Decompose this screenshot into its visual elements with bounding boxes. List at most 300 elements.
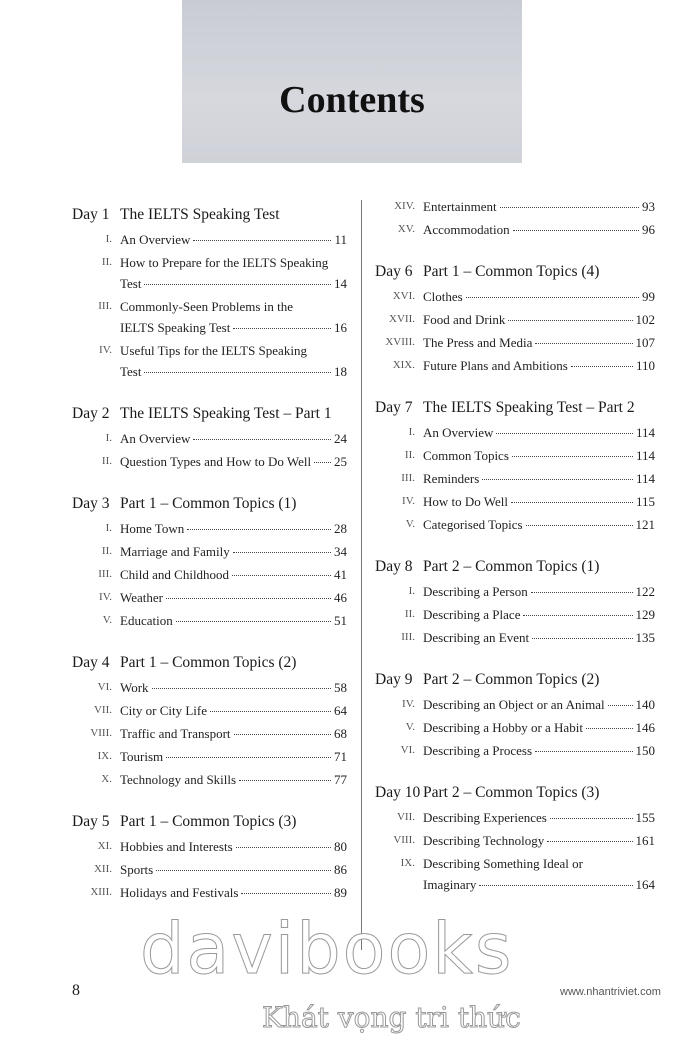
roman-numeral: III. xyxy=(98,568,112,580)
entry-title: Describing an Event xyxy=(423,630,530,645)
page-ref: 34 xyxy=(334,544,347,559)
dot-leader xyxy=(535,751,632,752)
entry-title: Food and Drink xyxy=(423,312,506,327)
toc-entry[interactable] xyxy=(375,740,655,761)
entry-line xyxy=(423,286,655,307)
entry-body xyxy=(120,340,347,382)
dot-leader xyxy=(479,885,632,886)
roman-numeral: III. xyxy=(98,300,112,312)
entry-line xyxy=(120,610,347,631)
toc-entry[interactable] xyxy=(375,445,655,466)
entry-body xyxy=(120,836,347,857)
roman-numeral: I. xyxy=(408,585,415,597)
day-title: Part 1 – Common Topics (1) xyxy=(120,495,297,512)
page-number: 8 xyxy=(72,982,80,999)
dot-leader xyxy=(466,297,639,298)
toc-entry[interactable] xyxy=(72,610,347,631)
entry-line xyxy=(423,219,655,240)
entry-line xyxy=(120,428,347,449)
day-title: Part 1 – Common Topics (3) xyxy=(120,813,297,830)
entry-title: Holidays and Festivals xyxy=(120,885,239,900)
page-ref: 146 xyxy=(635,720,655,735)
entry-line xyxy=(120,859,347,880)
day-heading[interactable] xyxy=(375,668,655,692)
page-title: Contents xyxy=(279,79,425,121)
toc-entry[interactable] xyxy=(72,882,347,903)
entry-body xyxy=(120,252,347,294)
toc-entry[interactable] xyxy=(72,340,347,382)
toc-entry[interactable] xyxy=(72,541,347,562)
toc-entry[interactable] xyxy=(375,219,655,240)
entry-title: An Overview xyxy=(120,232,191,247)
entry-line xyxy=(423,422,655,443)
entry-title: City or City Life xyxy=(120,703,208,718)
dot-leader xyxy=(176,621,331,622)
entry-line xyxy=(120,296,347,317)
dot-leader xyxy=(513,230,639,231)
page-ref: 89 xyxy=(334,885,347,900)
day-heading[interactable] xyxy=(72,651,347,675)
entry-title: Describing Technology xyxy=(423,833,545,848)
toc-entry[interactable] xyxy=(375,286,655,307)
entry-title: Home Town xyxy=(120,521,185,536)
page-ref: 110 xyxy=(635,358,655,373)
watermark-brand: davibooks xyxy=(140,908,514,990)
page-ref: 96 xyxy=(642,222,655,237)
entry-body xyxy=(120,451,347,472)
entry-title: Test xyxy=(120,364,142,379)
roman-numeral: IV. xyxy=(402,495,415,507)
dot-leader xyxy=(144,284,331,285)
page-ref: 51 xyxy=(334,613,347,628)
entry-title: IELTS Speaking Test xyxy=(120,320,231,335)
dot-leader xyxy=(232,575,331,576)
roman-numeral: II. xyxy=(404,608,415,620)
day-label: Day 8 xyxy=(375,558,413,575)
dot-leader xyxy=(210,711,331,712)
toc-entry[interactable] xyxy=(375,830,655,851)
entry-line xyxy=(120,451,347,472)
entry-line xyxy=(120,882,347,903)
roman-numeral: II. xyxy=(101,545,112,557)
page-ref: 77 xyxy=(334,772,347,787)
roman-numeral: XVII. xyxy=(389,313,415,325)
roman-numeral: VIII. xyxy=(90,727,112,739)
entry-title: Entertainment xyxy=(423,199,497,214)
entry-title: Sports xyxy=(120,862,154,877)
entry-line xyxy=(120,273,347,294)
entry-body xyxy=(423,286,655,307)
toc-entry[interactable] xyxy=(375,196,655,217)
entry-title: How to Do Well xyxy=(423,494,509,509)
entry-line xyxy=(423,514,655,535)
entry-line xyxy=(120,252,347,273)
entry-body xyxy=(120,587,347,608)
publisher-url: www.nhantriviet.com xyxy=(560,986,661,998)
toc-entry[interactable] xyxy=(375,604,655,625)
dot-leader xyxy=(166,757,331,758)
roman-numeral: XVIII. xyxy=(385,336,415,348)
day-title: Part 1 – Common Topics (2) xyxy=(120,654,297,671)
toc-entry[interactable] xyxy=(375,717,655,738)
entry-body xyxy=(423,309,655,330)
page-ref: 71 xyxy=(334,749,347,764)
entry-line xyxy=(120,700,347,721)
roman-numeral: VIII. xyxy=(393,834,415,846)
entry-body xyxy=(423,627,655,648)
page-ref: 114 xyxy=(635,448,655,463)
dot-leader xyxy=(496,433,633,434)
toc-entry[interactable] xyxy=(72,296,347,338)
toc-left-column xyxy=(72,203,347,905)
toc-entry[interactable] xyxy=(375,807,655,828)
entry-title: Describing an Object or an Animal xyxy=(423,697,605,712)
entry-body xyxy=(423,332,655,353)
entry-title: Commonly-Seen Problems in the xyxy=(120,299,293,314)
roman-numeral: V. xyxy=(405,518,415,530)
entry-title: Question Types and How to Do Well xyxy=(120,454,312,469)
roman-numeral: II. xyxy=(101,455,112,467)
toc-entry[interactable] xyxy=(375,468,655,489)
dot-leader xyxy=(571,366,633,367)
toc-entry[interactable] xyxy=(72,428,347,449)
entry-title: Clothes xyxy=(423,289,463,304)
toc-entry[interactable] xyxy=(375,514,655,535)
roman-numeral: I. xyxy=(105,233,112,245)
day-label: Day 1 xyxy=(72,206,110,223)
entry-body xyxy=(423,740,655,761)
dot-leader xyxy=(482,479,633,480)
toc-entry[interactable] xyxy=(72,451,347,472)
entry-title: Describing Something Ideal or xyxy=(423,856,583,871)
dot-leader xyxy=(193,240,331,241)
entry-body xyxy=(120,428,347,449)
entry-title: The Press and Media xyxy=(423,335,533,350)
entry-body xyxy=(120,541,347,562)
toc-entry[interactable] xyxy=(72,746,347,767)
entry-line xyxy=(120,587,347,608)
dot-leader xyxy=(512,456,633,457)
page-ref: 122 xyxy=(635,584,655,599)
page-ref: 86 xyxy=(334,862,347,877)
roman-numeral: V. xyxy=(102,614,112,626)
entry-line xyxy=(423,717,655,738)
day-label: Day 9 xyxy=(375,671,413,688)
dot-leader xyxy=(166,598,331,599)
entry-title: Describing Experiences xyxy=(423,810,547,825)
entry-title: Useful Tips for the IELTS Speaking xyxy=(120,343,307,358)
entry-body xyxy=(120,610,347,631)
roman-numeral: III. xyxy=(401,472,415,484)
day-heading[interactable] xyxy=(72,810,347,834)
entry-line xyxy=(423,694,655,715)
dot-leader xyxy=(586,728,633,729)
page-ref: 41 xyxy=(334,567,347,582)
day-label: Day 5 xyxy=(72,813,110,830)
entry-title: Test xyxy=(120,276,142,291)
entry-body xyxy=(120,700,347,721)
entry-title: Describing a Place xyxy=(423,607,521,622)
roman-numeral: V. xyxy=(405,721,415,733)
toc-entry[interactable] xyxy=(375,853,655,895)
day-label: Day 2 xyxy=(72,405,110,422)
roman-numeral: XV. xyxy=(397,223,415,235)
dot-leader xyxy=(241,893,331,894)
roman-numeral: IV. xyxy=(99,591,112,603)
entry-title: Education xyxy=(120,613,173,628)
entry-line xyxy=(423,581,655,602)
day-title: The IELTS Speaking Test – Part 2 xyxy=(423,399,635,416)
entry-line xyxy=(423,196,655,217)
entry-body xyxy=(423,694,655,715)
entry-line xyxy=(120,564,347,585)
page-ref: 155 xyxy=(635,810,655,825)
column-divider xyxy=(361,200,362,950)
entry-title: An Overview xyxy=(423,425,494,440)
entry-line xyxy=(120,229,347,250)
toc-entry[interactable] xyxy=(72,677,347,698)
toc-entry[interactable] xyxy=(72,229,347,250)
toc-entry[interactable] xyxy=(375,627,655,648)
roman-numeral: IV. xyxy=(402,698,415,710)
dot-leader xyxy=(526,525,633,526)
page-ref: 121 xyxy=(635,517,655,532)
roman-numeral: XVI. xyxy=(392,290,415,302)
toc-entry[interactable] xyxy=(72,518,347,539)
toc-entry[interactable] xyxy=(375,694,655,715)
dot-leader xyxy=(608,705,633,706)
roman-numeral: I. xyxy=(105,432,112,444)
dot-leader xyxy=(156,870,331,871)
dot-leader xyxy=(144,372,331,373)
entry-line xyxy=(423,355,655,376)
roman-numeral: VII. xyxy=(93,704,112,716)
entry-title: Weather xyxy=(120,590,163,605)
entry-line xyxy=(120,677,347,698)
toc-entry[interactable] xyxy=(375,491,655,512)
page-ref: 102 xyxy=(635,312,655,327)
watermark-slogan: Khát vọng tri thức xyxy=(262,1001,521,1034)
entry-title: Reminders xyxy=(423,471,480,486)
entry-body xyxy=(423,445,655,466)
entry-line xyxy=(423,627,655,648)
day-title: Part 1 – Common Topics (4) xyxy=(423,263,600,280)
toc-entry[interactable] xyxy=(72,859,347,880)
dot-leader xyxy=(531,592,633,593)
page-ref: 18 xyxy=(334,364,347,379)
entry-line xyxy=(120,340,347,361)
entry-body xyxy=(423,355,655,376)
entry-line xyxy=(120,361,347,382)
page-ref: 14 xyxy=(334,276,347,291)
day-label: Day 3 xyxy=(72,495,110,512)
day-heading[interactable] xyxy=(375,260,655,284)
roman-numeral: II. xyxy=(101,256,112,268)
entry-line xyxy=(423,853,655,874)
roman-numeral: I. xyxy=(105,522,112,534)
page-ref: 58 xyxy=(334,680,347,695)
page-ref: 28 xyxy=(334,521,347,536)
toc-entry[interactable] xyxy=(375,581,655,602)
day-title: Part 2 – Common Topics (1) xyxy=(423,558,600,575)
roman-numeral: XIII. xyxy=(90,886,112,898)
dot-leader xyxy=(236,847,331,848)
entry-line xyxy=(423,874,655,895)
toc-entry[interactable] xyxy=(72,700,347,721)
page-ref: 80 xyxy=(334,839,347,854)
entry-title: Future Plans and Ambitions xyxy=(423,358,568,373)
page-ref: 99 xyxy=(642,289,655,304)
day-heading[interactable] xyxy=(375,396,655,420)
roman-numeral: III. xyxy=(401,631,415,643)
dot-leader xyxy=(233,328,331,329)
toc-entry[interactable] xyxy=(72,723,347,744)
roman-numeral: X. xyxy=(101,773,112,785)
entry-body xyxy=(120,518,347,539)
entry-title: Describing a Process xyxy=(423,743,533,758)
page-ref: 11 xyxy=(334,232,347,247)
day-label: Day 4 xyxy=(72,654,110,671)
page-ref: 64 xyxy=(334,703,347,718)
entry-title: Describing a Hobby or a Habit xyxy=(423,720,583,735)
page-ref: 114 xyxy=(635,425,655,440)
entry-body xyxy=(423,219,655,240)
roman-numeral: XII. xyxy=(93,863,112,875)
entry-body xyxy=(423,422,655,443)
entry-title: Describing a Person xyxy=(423,584,528,599)
toc-entry[interactable] xyxy=(375,355,655,376)
entry-body xyxy=(423,604,655,625)
dot-leader xyxy=(234,734,331,735)
entry-line xyxy=(120,518,347,539)
day-title: The IELTS Speaking Test xyxy=(120,206,280,223)
roman-numeral: IX. xyxy=(400,857,415,869)
dot-leader xyxy=(532,638,632,639)
page-ref: 150 xyxy=(635,743,655,758)
toc-entry[interactable] xyxy=(375,332,655,353)
dot-leader xyxy=(523,615,632,616)
toc-right-column xyxy=(375,196,655,897)
page-ref: 93 xyxy=(642,199,655,214)
entry-title: Traffic and Transport xyxy=(120,726,231,741)
roman-numeral: XI. xyxy=(97,840,112,852)
entry-line xyxy=(423,830,655,851)
entry-body xyxy=(423,468,655,489)
page-ref: 135 xyxy=(635,630,655,645)
entry-line xyxy=(120,723,347,744)
entry-line xyxy=(423,604,655,625)
dot-leader xyxy=(535,343,632,344)
entry-body xyxy=(423,830,655,851)
day-label: Day 10 xyxy=(375,784,421,801)
entry-title: Categorised Topics xyxy=(423,517,523,532)
day-heading[interactable] xyxy=(72,492,347,516)
entry-line xyxy=(120,769,347,790)
toc-entry[interactable] xyxy=(72,769,347,790)
day-label: Day 7 xyxy=(375,399,413,416)
dot-leader xyxy=(152,688,331,689)
entry-title: Hobbies and Interests xyxy=(120,839,233,854)
entry-body xyxy=(120,882,347,903)
roman-numeral: VII. xyxy=(396,811,415,823)
page-ref: 25 xyxy=(334,454,347,469)
entry-title: Imaginary xyxy=(423,877,477,892)
dot-leader xyxy=(547,841,632,842)
entry-body xyxy=(120,746,347,767)
entry-title: Tourism xyxy=(120,749,164,764)
entry-body xyxy=(423,491,655,512)
entry-title: Technology and Skills xyxy=(120,772,237,787)
entry-body xyxy=(120,859,347,880)
day-heading[interactable] xyxy=(72,402,347,426)
entry-line xyxy=(423,468,655,489)
entry-body xyxy=(120,723,347,744)
page-ref: 68 xyxy=(334,726,347,741)
roman-numeral: XIX. xyxy=(392,359,415,371)
entry-body xyxy=(120,296,347,338)
day-title: Part 2 – Common Topics (2) xyxy=(423,671,600,688)
entry-line xyxy=(423,445,655,466)
roman-numeral: IX. xyxy=(97,750,112,762)
roman-numeral: II. xyxy=(404,449,415,461)
entry-body xyxy=(120,564,347,585)
dot-leader xyxy=(550,818,633,819)
entry-body xyxy=(423,514,655,535)
dot-leader xyxy=(314,462,331,463)
page-ref: 114 xyxy=(635,471,655,486)
entry-line xyxy=(423,740,655,761)
toc-entry[interactable] xyxy=(72,836,347,857)
page-ref: 107 xyxy=(635,335,655,350)
entry-body xyxy=(423,853,655,895)
roman-numeral: I. xyxy=(408,426,415,438)
page-ref: 161 xyxy=(635,833,655,848)
entry-body xyxy=(120,769,347,790)
entry-body xyxy=(423,807,655,828)
roman-numeral: IV. xyxy=(99,344,112,356)
dot-leader xyxy=(511,502,633,503)
page-ref: 16 xyxy=(334,320,347,335)
toc-entry[interactable] xyxy=(375,422,655,443)
page-ref: 164 xyxy=(635,877,655,892)
entry-body xyxy=(423,581,655,602)
entry-body xyxy=(120,229,347,250)
day-title: Part 2 – Common Topics (3) xyxy=(423,784,600,801)
entry-title: How to Prepare for the IELTS Speaking xyxy=(120,255,329,270)
day-title: The IELTS Speaking Test – Part 1 xyxy=(120,405,332,422)
entry-body xyxy=(423,196,655,217)
page-ref: 129 xyxy=(635,607,655,622)
entry-line xyxy=(120,541,347,562)
day-heading[interactable] xyxy=(72,203,347,227)
entry-title: An Overview xyxy=(120,431,191,446)
toc-entry[interactable] xyxy=(375,309,655,330)
entry-body xyxy=(423,717,655,738)
entry-line xyxy=(423,309,655,330)
day-heading[interactable] xyxy=(375,781,655,805)
entry-title: Accommodation xyxy=(423,222,510,237)
entry-title: Work xyxy=(120,680,149,695)
dot-leader xyxy=(193,439,331,440)
entry-line xyxy=(120,746,347,767)
day-heading[interactable] xyxy=(375,555,655,579)
page-ref: 24 xyxy=(334,431,347,446)
toc-entry[interactable] xyxy=(72,564,347,585)
toc-entry[interactable] xyxy=(72,587,347,608)
entry-title: Marriage and Family xyxy=(120,544,230,559)
dot-leader xyxy=(500,207,639,208)
toc-entry[interactable] xyxy=(72,252,347,294)
